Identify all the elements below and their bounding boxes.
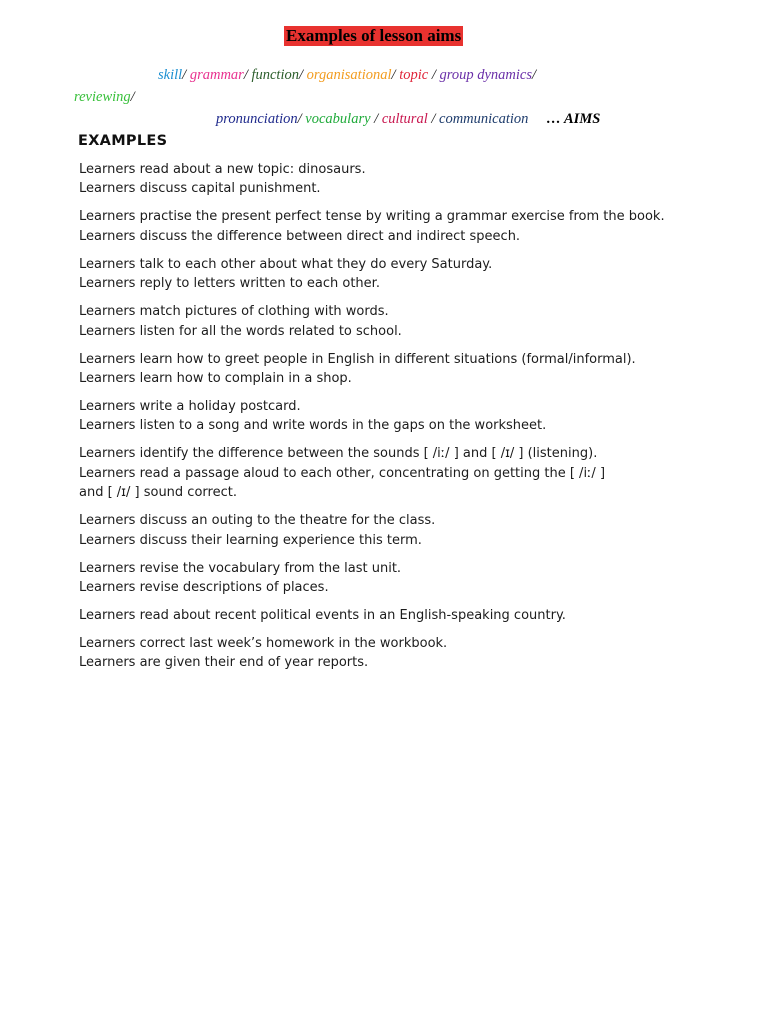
aim-separator: / <box>370 111 382 127</box>
example-group <box>79 207 729 246</box>
example-group <box>79 397 729 436</box>
aim-types-row-1 <box>158 66 536 84</box>
examples-heading: EXAMPLES <box>78 133 168 149</box>
example-line: Learners read a passage aloud to each other, concentrating on getting the [ /iː/ ] <box>79 465 606 481</box>
aim-separator: / <box>243 67 252 83</box>
example-line: Learners learn how to complain in a shop. <box>79 371 352 387</box>
example-line: and [ /ɪ/ ] sound correct. <box>79 485 237 501</box>
example-line: Learners learn how to greet people in English in different situations (formal/informal). <box>79 351 636 367</box>
aim-separator: / <box>299 67 307 83</box>
aim-vocabulary: vocabulary <box>305 111 371 127</box>
example-line: Learners talk to each other about what they do every Saturday. <box>79 256 493 272</box>
example-line: Learners listen for all the words related to school. <box>79 323 402 339</box>
example-line: Learners practise the present perfect tense by writing a grammar exercise from the book. <box>79 209 665 225</box>
example-group <box>79 160 729 199</box>
example-line: Learners correct last week’s homework in the workbook. <box>79 636 448 652</box>
example-line: Learners identify the difference between the sounds [ /iː/ ] and [ /ɪ/ ] (listening). <box>79 446 598 462</box>
aim-separator: / <box>531 67 536 83</box>
example-line: Learners match pictures of clothing with words. <box>79 304 389 320</box>
example-group <box>79 255 729 294</box>
aim-skill: skill <box>158 67 183 83</box>
aim-pronunciation: pronunciation <box>216 111 298 127</box>
aim-cultural: cultural <box>381 111 428 127</box>
aim-function: function <box>251 67 299 83</box>
aim-topic: topic <box>399 67 429 83</box>
aim-types-row-2 <box>74 88 135 106</box>
example-line: Learners read about recent political events in an English-speaking country. <box>79 608 566 624</box>
example-group <box>79 559 729 598</box>
aim-separator: / <box>428 67 440 83</box>
aim-grammar: grammar <box>189 67 244 83</box>
example-line: Learners discuss the difference between direct and indirect speech. <box>79 228 521 244</box>
example-line: Learners read about a new topic: dinosaurs. <box>79 162 366 177</box>
example-group <box>79 606 729 625</box>
aim-separator: / <box>391 67 400 83</box>
example-line: Learners revise the vocabulary from the last unit. <box>79 560 402 576</box>
example-group <box>79 634 729 673</box>
example-group <box>79 302 729 341</box>
example-group <box>79 511 729 550</box>
aims-suffix: … AIMS <box>546 111 601 127</box>
aim-separator: / <box>427 111 440 127</box>
aim-separator: / <box>182 67 190 83</box>
document-title: Examples of lesson aims <box>286 26 462 45</box>
aim-separator: / <box>297 111 306 127</box>
example-line: Learners reply to letters written to each other. <box>79 276 380 292</box>
example-line: Learners listen to a song and write words in the gaps on the worksheet. <box>79 418 547 434</box>
example-line: Learners discuss their learning experience this term. <box>79 532 422 548</box>
aim-separator: / <box>130 89 135 105</box>
example-line: Learners discuss capital punishment. <box>79 181 321 197</box>
aim-reviewing: reviewing <box>74 89 131 105</box>
example-line: Learners discuss an outing to the theatre for the class. <box>79 513 436 529</box>
example-group <box>79 350 729 389</box>
example-line: Learners are given their end of year reports. <box>79 655 369 671</box>
aim-communication: communication <box>439 111 529 127</box>
aim-organisational: organisational <box>306 67 392 83</box>
examples-list <box>79 160 729 681</box>
aim-types-row-3 <box>216 110 600 128</box>
example-line: Learners revise descriptions of places. <box>79 580 329 596</box>
example-line: Learners write a holiday postcard. <box>79 399 301 415</box>
aim-group-dynamics: group dynamics <box>439 67 532 83</box>
example-group <box>79 444 729 502</box>
